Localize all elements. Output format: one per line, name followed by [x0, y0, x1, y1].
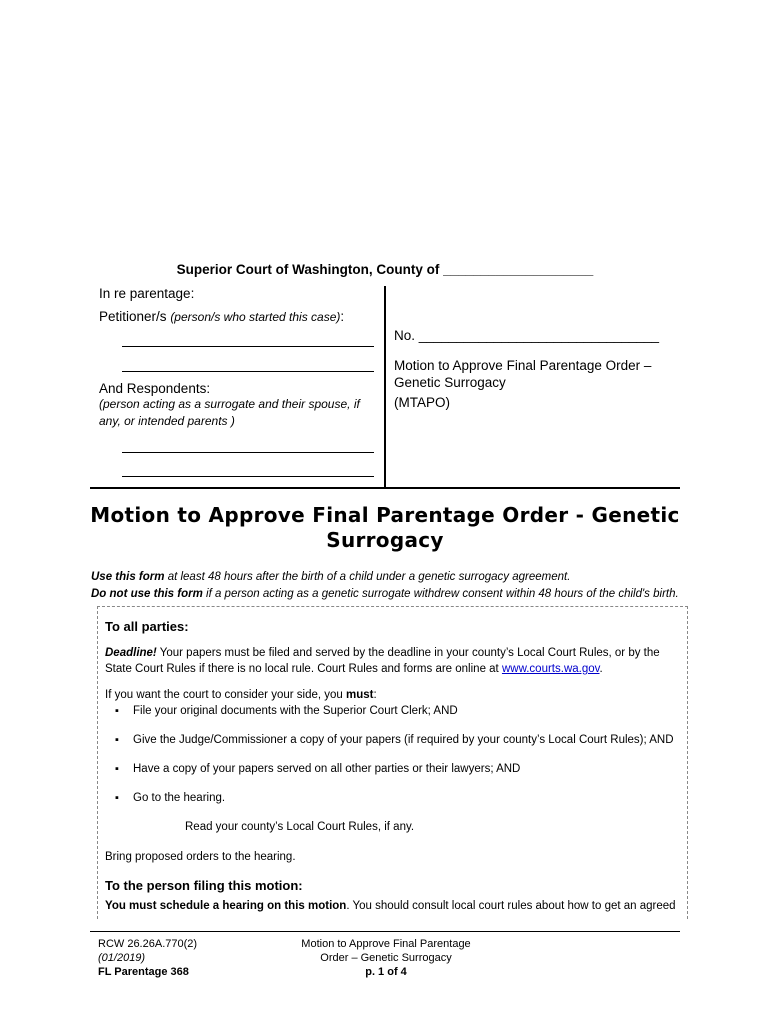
footer-page-number: p. 1 of 4 — [365, 966, 407, 978]
case-number-field[interactable]: No. ________________________________ — [394, 328, 660, 343]
caption-left — [99, 286, 379, 430]
read-local-rules: Read your county’s Local Court Rules, if any. — [185, 821, 415, 833]
bring-proposed-orders: Bring proposed orders to the hearing. — [105, 851, 296, 863]
footer-date: (01/2019) — [98, 952, 146, 964]
respondents-note: (person acting as a surrogate and their spouse, if any, or intended parents ) — [99, 397, 360, 428]
petitioners-label: Petitioner/s — [99, 309, 167, 324]
footer-center — [286, 937, 486, 979]
petitioner-name-blank-2[interactable] — [122, 371, 374, 372]
petitioners-line — [99, 309, 379, 324]
consider-post: : — [373, 689, 377, 701]
respondents-label: And Respondents: — [99, 381, 211, 396]
consider-side-line — [105, 687, 680, 703]
schedule-bold: You must schedule a hearing on this motion — [105, 900, 347, 912]
footer-title-line1: Motion to Approve Final Parentage — [301, 938, 471, 950]
caption-horizontal-divider — [90, 487, 680, 489]
dont-use-form-line — [91, 586, 691, 603]
footer-title-line2: Order – Genetic Surrogacy — [320, 952, 452, 964]
respondent-name-blank-2[interactable] — [122, 476, 374, 477]
footer-left — [98, 937, 197, 979]
schedule-hearing-line — [105, 898, 680, 914]
deadline-text: Your papers must be filed and served by the deadline in your county’s Local Court Rules, or by the State Court Rules if there is no local rule. Court Rules and forms are online at — [105, 647, 660, 675]
caption-vertical-divider — [384, 286, 386, 488]
consider-must: must — [346, 689, 374, 701]
petitioner-name-blank-1[interactable] — [122, 346, 374, 347]
use-form-line — [91, 569, 691, 586]
usage-instructions — [91, 569, 691, 603]
dont-use-form-text: if a person acting as a genetic surrogate withdrew consent within 48 hours of the child's birth. — [202, 588, 679, 600]
notice-content — [105, 607, 680, 914]
deadline-label: Deadline! — [105, 647, 157, 659]
deadline-paragraph — [105, 645, 680, 677]
petitioners-colon: : — [340, 309, 345, 324]
to-filer-heading: To the person filing this motion: — [105, 878, 303, 893]
form-title-caption: Motion to Approve Final Parentage Order – Genetic Surrogacy — [394, 358, 652, 390]
dont-use-form-bold: Do not use this form — [91, 588, 203, 600]
use-form-bold: Use this form — [91, 571, 165, 583]
footer-rule — [90, 931, 680, 932]
bullet-item: ▪ Have a copy of your papers served on all other parties or their lawyers; AND — [105, 761, 680, 777]
footer-form-id: FL Parentage 368 — [98, 966, 189, 978]
bullet-item: ▪ Go to the hearing. — [105, 790, 680, 806]
main-title: Motion to Approve Final Parentage Order - Genetic Surrogacy — [90, 503, 680, 552]
to-all-parties-heading: To all parties: — [105, 619, 189, 634]
court-title: Superior Court of Washington, County of ____________________ — [176, 262, 594, 277]
bullet-item: ▪ File your original documents with the Superior Court Clerk; AND — [105, 703, 680, 719]
schedule-text: . You should consult local court rules about how to get an agreed — [346, 900, 676, 912]
in-re-label: In re parentage: — [99, 286, 195, 301]
respondent-name-blank-1[interactable] — [122, 452, 374, 453]
use-form-text: at least 48 hours after the birth of a child under a genetic surrogacy agreement. — [164, 571, 571, 583]
consider-pre: If you want the court to consider your side, you — [105, 689, 346, 701]
petitioners-note: (person/s who started this case) — [170, 310, 341, 324]
deadline-period: . — [599, 663, 603, 675]
bullet-item: ▪ Give the Judge/Commissioner a copy of your papers (if required by your county’s Local Court Rules); AND — [105, 732, 680, 748]
notice-box — [97, 606, 688, 919]
footer-rcw: RCW 26.26A.770(2) — [98, 938, 198, 950]
courts-website-link[interactable]: www.courts.wa.gov — [501, 663, 600, 675]
form-code: (MTAPO) — [394, 395, 450, 410]
